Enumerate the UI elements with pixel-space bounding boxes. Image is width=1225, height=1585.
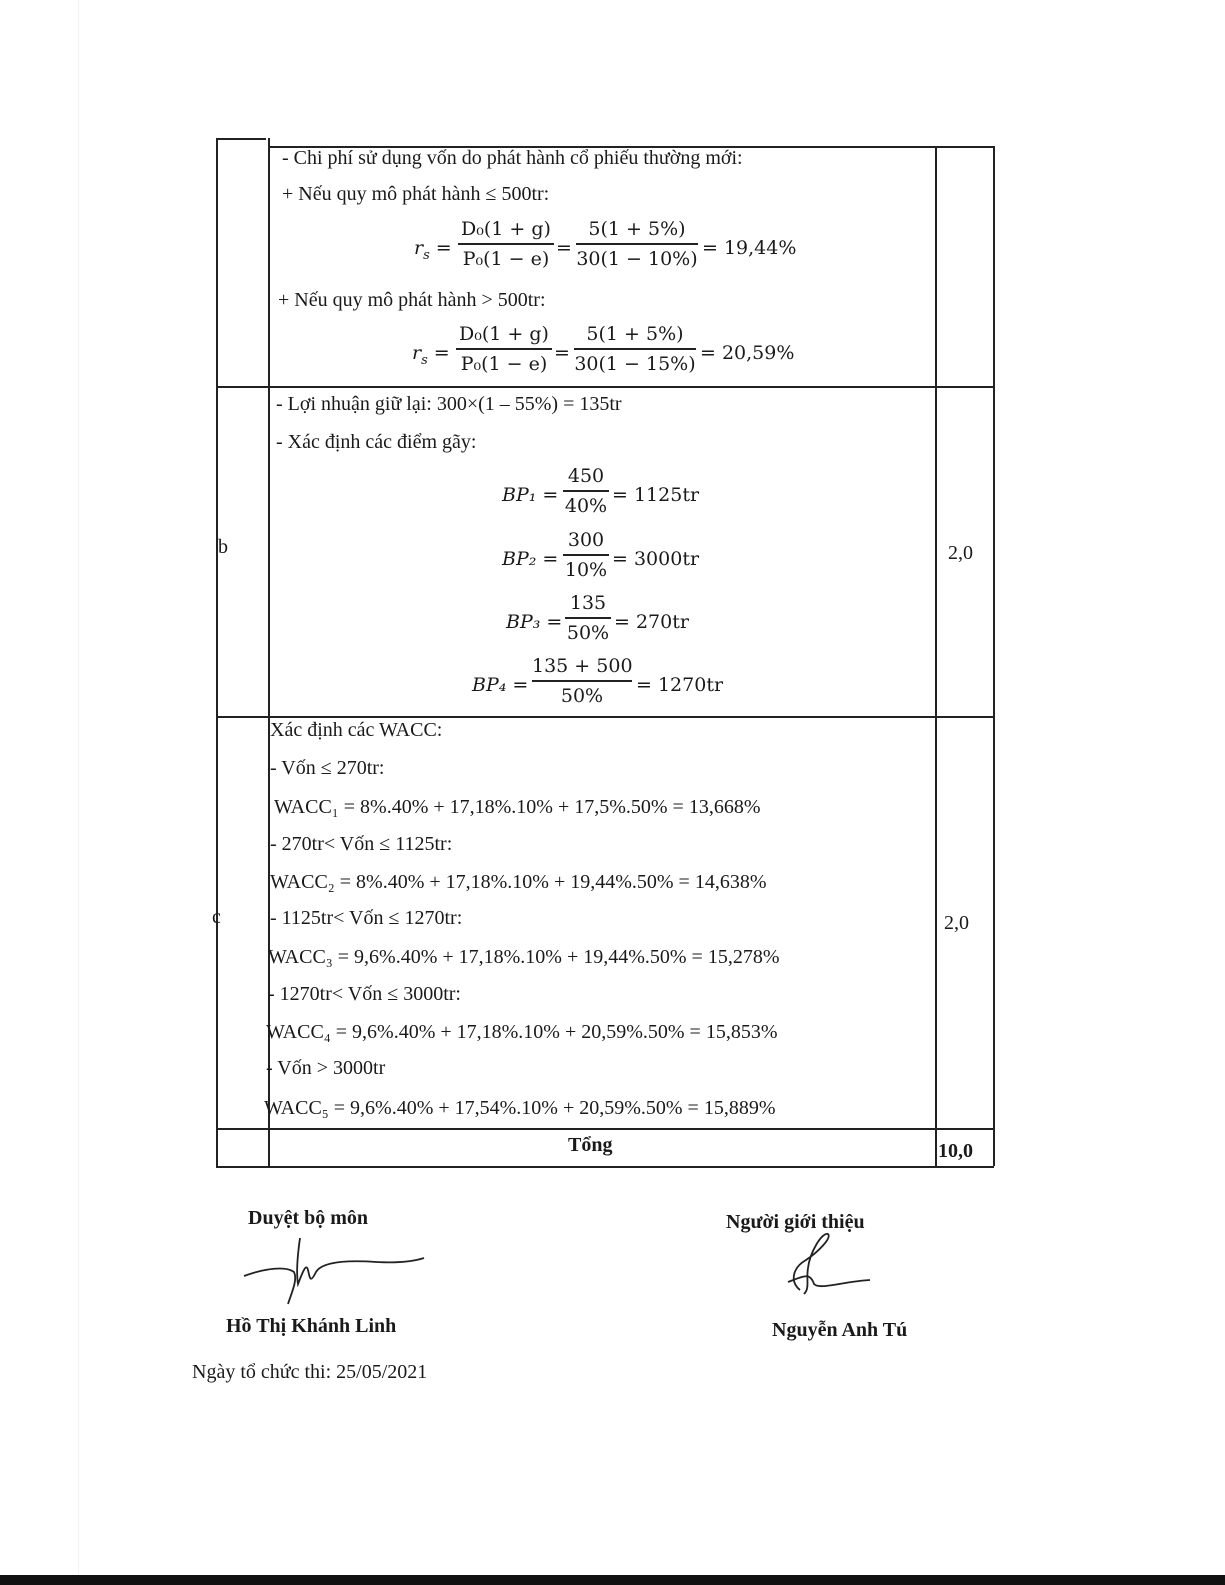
case1-lhs: $r_s$ = — [414, 237, 452, 263]
wacc-range-4: - 1270tr< Vốn ≤ 3000tr: — [268, 983, 461, 1005]
table-top-line — [216, 138, 266, 140]
left-signer-name: Hồ Thị Khánh Linh — [226, 1315, 397, 1337]
bp4-den: 50% — [560, 684, 604, 707]
wacc-formula-4: WACC₄ = 9,6%.40% + 17,18%.10% + 20,59%.50% = 15,853% — [266, 1021, 778, 1043]
case2-num2: 5(1 + 5%) — [586, 323, 684, 345]
case1-label: + Nếu quy mô phát hành ≤ 500tr: — [282, 183, 550, 205]
cost-new-shares-heading: - Chi phí sử dụng vốn do phát hành cổ phiếu thường mới: — [282, 147, 743, 169]
wacc-range-1: - Vốn ≤ 270tr: — [270, 757, 385, 779]
case1-num2: 5(1 + 5%) — [588, 218, 686, 240]
total-score: 10,0 — [938, 1140, 973, 1162]
right-signature-image — [770, 1232, 880, 1302]
bp2-num: 300 — [567, 529, 605, 551]
bp1-den: 40% — [564, 494, 608, 517]
page-edge — [78, 0, 79, 1585]
bp2-lhs: BP₂ = — [502, 548, 559, 570]
case1-num1: D₀(1 + g) — [461, 218, 551, 240]
table-bottom-line — [216, 1166, 994, 1168]
wacc-formula-3: WACC₃ = 9,6%.40% + 17,18%.10% + 19,44%.50% = 15,278% — [268, 946, 780, 968]
exam-date: Ngày tổ chức thi: 25/05/2021 — [192, 1361, 428, 1383]
left-signature-title: Duyệt bộ môn — [248, 1207, 369, 1229]
bp1-lhs: BP₁ = — [502, 484, 559, 506]
table-col-divider-2 — [935, 146, 937, 1166]
wacc-heading: Xác định các WACC: — [270, 719, 443, 741]
bp3-lhs: BP₃ = — [506, 611, 563, 633]
wacc-range-2: - 270tr< Vốn ≤ 1125tr: — [270, 833, 453, 855]
score-b: 2,0 — [948, 542, 973, 564]
wacc-range-3: - 1125tr< Vốn ≤ 1270tr: — [270, 907, 463, 929]
equals-sign: = — [554, 342, 570, 364]
bp3-den: 50% — [566, 621, 610, 644]
table-border-right — [993, 146, 995, 1166]
right-signature-title: Người giới thiệu — [726, 1211, 865, 1233]
case2-label: + Nếu quy mô phát hành > 500tr: — [278, 289, 546, 311]
bp1-fraction — [563, 463, 609, 519]
retained-earnings: - Lợi nhuận giữ lại: 300×(1 – 55%) = 135tr — [276, 393, 622, 415]
case1-fraction-2 — [576, 216, 698, 272]
table-col-divider-1 — [268, 138, 270, 1166]
case2-fraction-1 — [456, 321, 552, 377]
bp3-num: 135 — [569, 592, 607, 614]
case2-fraction-2 — [574, 321, 696, 377]
wacc-range-5: - Vốn > 3000tr — [266, 1057, 386, 1079]
bp1-result: = 1125tr — [612, 484, 700, 506]
case1-den1: P₀(1 − e) — [462, 247, 550, 270]
case1-fraction-1 — [458, 216, 554, 272]
case2-den1: P₀(1 − e) — [460, 352, 548, 375]
bp2-fraction — [563, 527, 609, 583]
bp4-result: = 1270tr — [636, 674, 724, 696]
bp2-den: 10% — [564, 558, 608, 581]
case2-den2: 30(1 − 15%) — [574, 352, 696, 375]
wacc-formula-5: WACC₅ = 9,6%.40% + 17,54%.10% + 20,59%.50% = 15,889% — [264, 1097, 776, 1119]
score-c: 2,0 — [944, 912, 969, 934]
case2-num1: D₀(1 + g) — [459, 323, 549, 345]
right-signer-name: Nguyễn Anh Tú — [772, 1319, 908, 1341]
row-label-c: c — [212, 906, 221, 928]
bp3-result: = 270tr — [614, 611, 689, 633]
row-divider-total — [216, 1128, 994, 1130]
left-signature-image — [236, 1232, 436, 1312]
bp4-lhs: BP₄ = — [472, 674, 529, 696]
case1-result: = 19,44% — [702, 237, 797, 259]
case2-result: = 20,59% — [700, 342, 795, 364]
wacc-formula-2: WACC₂ = 8%.40% + 17,18%.10% + 19,44%.50% = 14,638% — [270, 871, 767, 893]
scan-bottom-edge — [0, 1575, 1225, 1585]
bp3-fraction — [565, 590, 611, 646]
bp1-num: 450 — [567, 465, 605, 487]
breakpoints-heading: - Xác định các điểm gãy: — [276, 431, 477, 453]
wacc-formula-1: WACC₁ = 8%.40% + 17,18%.10% + 17,5%.50% = 13,668% — [274, 796, 761, 818]
case1-den2: 30(1 − 10%) — [576, 247, 698, 270]
bp4-num: 135 + 500 — [532, 655, 633, 677]
case2-lhs: $r_s$ = — [412, 342, 450, 368]
total-label: Tổng — [568, 1134, 613, 1156]
bp2-result: = 3000tr — [612, 548, 700, 570]
equals-sign: = — [556, 237, 572, 259]
row-label-b: b — [218, 536, 228, 558]
bp4-fraction — [532, 653, 632, 709]
table-border-left — [216, 138, 218, 1166]
row-divider-b — [216, 386, 994, 388]
